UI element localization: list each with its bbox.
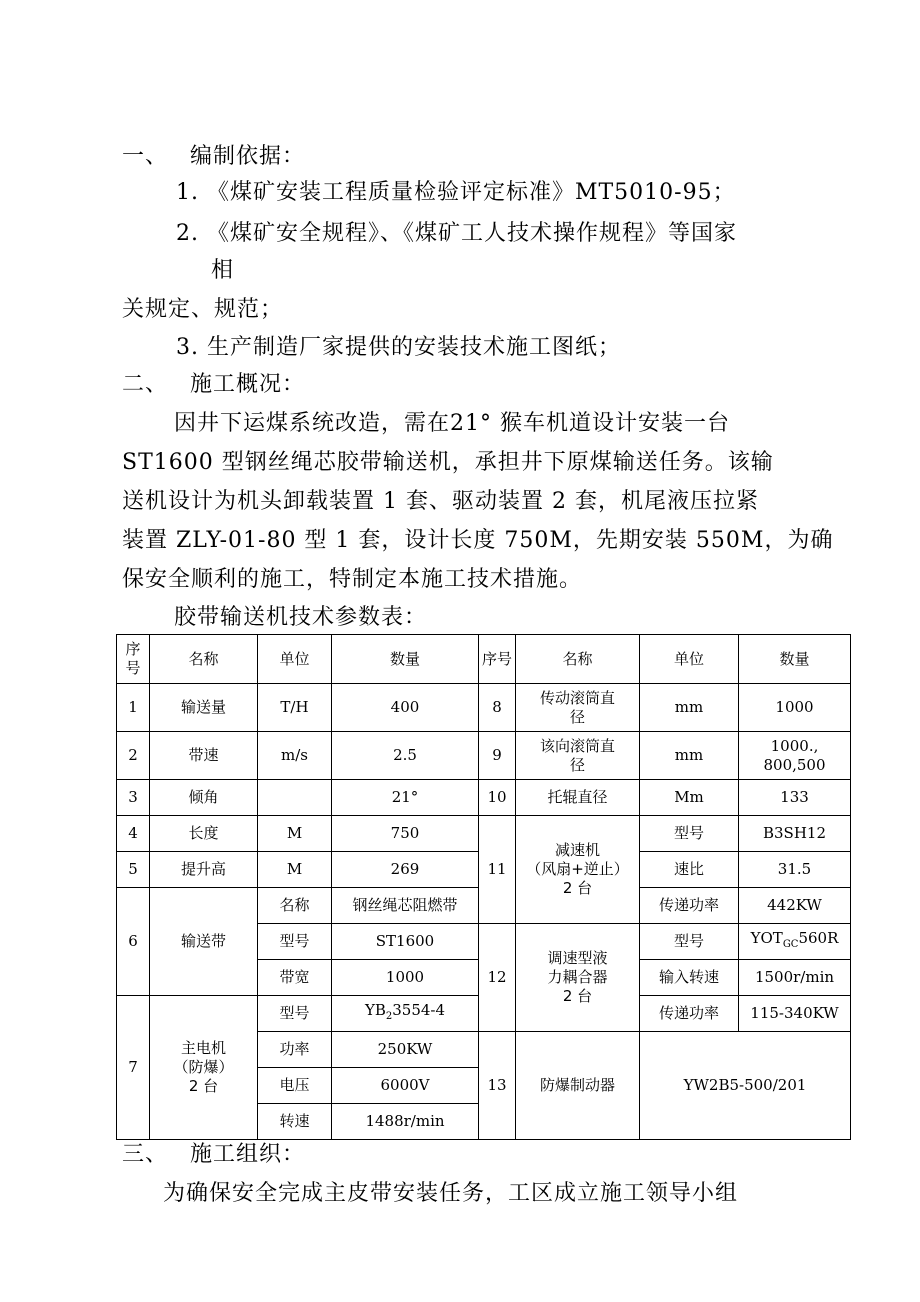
cell-unit: Mm [640,780,739,816]
organization-line: 为确保安全完成主皮带安装任务，工区成立施工领导小组 [163,1181,739,1206]
cell-qty: 2.5 [332,732,479,780]
section-title: 编制依据： [190,144,306,169]
cell-qty: B3SH12 [739,816,851,852]
overview-line-2: ST1600 型钢丝绳芯胶带输送机，承担井下原煤输送任务。该输 [122,450,774,475]
cell-qty: 442KW [739,888,851,924]
section-number: 一、 [122,144,169,169]
cell-unit: mm [640,732,739,780]
cell-sub-label: 传递功率 [640,996,739,1032]
cell-seq: 3 [117,780,150,816]
section-number: 二、 [122,372,169,397]
cell-sub-label: 传递功率 [640,888,739,924]
cell-qty: 250KW [332,1032,479,1068]
cell-sub-label: 带宽 [258,960,332,996]
cell-qty: 400 [332,684,479,732]
cell-seq: 10 [479,780,516,816]
header-unit: 单位 [258,635,332,684]
table-row [117,684,851,732]
cell-unit: m/s [258,732,332,780]
cell-name: 输送量 [150,684,258,732]
cell-seq: 8 [479,684,516,732]
cell-qty: 钢丝绳芯阻燃带 [332,888,479,924]
cell-qty: 1000 [739,684,851,732]
cell-qty: $YB_23554-4$ [332,996,479,1032]
cell-sub-label: 型号 [640,816,739,852]
cell-name: 倾角 [150,780,258,816]
header-qty-2: 数量 [739,635,851,684]
cell-qty: 269 [332,852,479,888]
cell-unit [258,780,332,816]
cell-name: 输送带 [150,888,258,996]
table-header-row [117,635,851,684]
cell-seq: 9 [479,732,516,780]
cell-unit: M [258,816,332,852]
table-row [117,732,851,780]
header-name: 名称 [150,635,258,684]
cell-seq: 11 [479,816,516,924]
cell-sub-label: 功率 [258,1032,332,1068]
section-heading-organization [122,1140,305,1170]
basis-item-1: 1. 《煤矿安装工程质量检验评定标准》MT5010-95； [176,180,736,205]
cell-sub-label: 名称 [258,888,332,924]
cell-qty: 133 [739,780,851,816]
table-row [117,780,851,816]
cell-seq: 6 [117,888,150,996]
cell-qty: YW2B5-500/201 [640,1032,851,1140]
cell-seq: 13 [479,1032,516,1140]
cell-name: 长度 [150,816,258,852]
section-title: 施工概况： [190,372,306,397]
cell-sub-label: 转速 [258,1104,332,1140]
cell-sub-label: 速比 [640,852,739,888]
overview-line-5: 保安全顺利的施工，特制定本施工技术措施。 [122,567,583,592]
cell-name: 该向滚筒直 径 [516,732,640,780]
section-number: 三、 [122,1142,169,1167]
cell-seq: 2 [117,732,150,780]
cell-name: 防爆制动器 [516,1032,640,1140]
cell-qty: ST1600 [332,924,479,960]
header-seq: 序号 [117,635,150,684]
cell-unit: M [258,852,332,888]
cell-qty: 115-340KW [739,996,851,1032]
cell-name: 传动滚筒直 径 [516,684,640,732]
header-qty: 数量 [332,635,479,684]
table-row [117,816,851,852]
cell-sub-label: 输入转速 [640,960,739,996]
cell-seq: 5 [117,852,150,888]
parameter-table [116,634,851,1140]
basis-item-2-cont: 相 [211,258,235,283]
cell-sub-label: 型号 [640,924,739,960]
cell-name: 托辊直径 [516,780,640,816]
basis-item-2: 2. 《煤矿安全规程》、《煤矿工人技术操作规程》等国家 [176,221,737,246]
overview-line-4: 装置 ZLY-01-80 型 1 套，设计长度 750M，先期安装 550M，为确 [122,528,834,553]
header-unit-2: 单位 [640,635,739,684]
basis-item-2-cont2: 关规定、规范； [122,297,284,322]
cell-name: 主电机 （防爆） 2 台 [150,996,258,1140]
cell-sub-label: 型号 [258,996,332,1032]
cell-seq: 4 [117,816,150,852]
cell-sub-label: 电压 [258,1068,332,1104]
section-heading-basis [122,142,305,172]
cell-qty: 1488r/min [332,1104,479,1140]
overview-line-3: 送机设计为机头卸载装置 1 套、驱动装置 2 套，机尾液压拉紧 [122,489,759,514]
cell-qty: $YOT_{GC}560R$ [739,924,851,960]
cell-unit: T/H [258,684,332,732]
cell-qty: 21° [332,780,479,816]
cell-name: 带速 [150,732,258,780]
cell-qty: 1500r/min [739,960,851,996]
basis-item-3: 3. 生产制造厂家提供的安装技术施工图纸； [176,335,621,360]
section-heading-overview [122,370,305,400]
cell-seq: 1 [117,684,150,732]
section-title: 施工组织： [190,1142,306,1167]
overview-line-1: 因井下运煤系统改造，需在21° 猴车机道设计安装一台 [174,411,730,436]
cell-name: 提升高 [150,852,258,888]
cell-name: 调速型液 力耦合器 2 台 [516,924,640,1032]
cell-name: 减速机 （风扇+逆止） 2 台 [516,816,640,924]
cell-qty: 6000V [332,1068,479,1104]
cell-qty: 1000 [332,960,479,996]
header-seq-2: 序号 [479,635,516,684]
table-caption: 胶带输送机技术参数表： [174,605,428,630]
cell-sub-label: 型号 [258,924,332,960]
cell-seq: 7 [117,996,150,1140]
cell-qty: 1000., 800,500 [739,732,851,780]
cell-unit: mm [640,684,739,732]
cell-qty: 750 [332,816,479,852]
cell-qty: 31.5 [739,852,851,888]
header-name-2: 名称 [516,635,640,684]
cell-seq: 12 [479,924,516,1032]
